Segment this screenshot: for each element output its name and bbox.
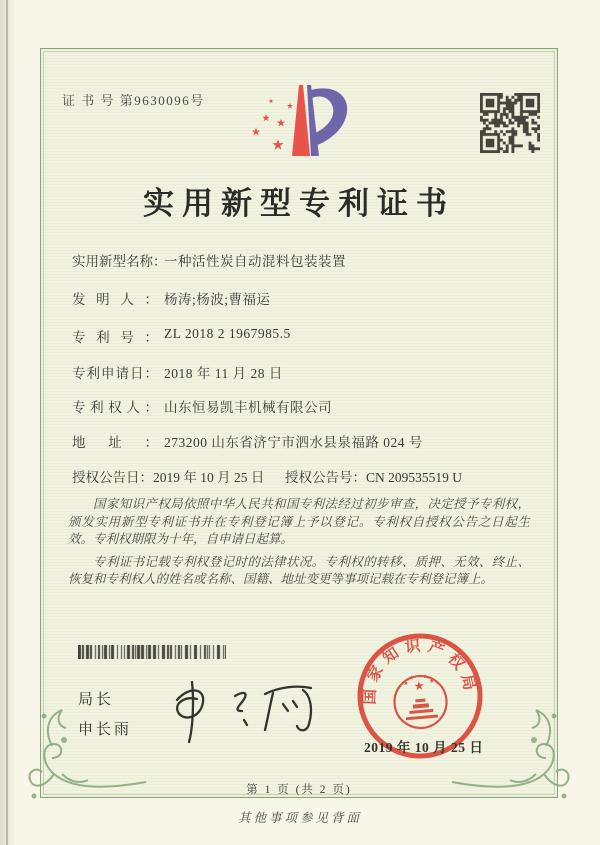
grant-date-value: 2019 年 10 月 25 日 <box>153 470 265 485</box>
filing-date-value: 2018 年 11 月 28 日 <box>164 366 283 381</box>
patentee-row <box>72 396 332 416</box>
address-value: 273200 山东省济宁市泗水县泉福路 024 号 <box>164 435 423 450</box>
logo-p-bowl <box>311 88 347 146</box>
patent-name-row <box>72 250 346 270</box>
seal-text: 国家知识产权局 <box>361 637 479 705</box>
patent-number-row <box>72 326 291 346</box>
grant-row <box>72 466 463 486</box>
seal-date: 2019 年 10 月 25 日 <box>364 740 484 755</box>
filing-date-label: 专利申请日： <box>72 366 158 381</box>
corner-flourish-left-icon <box>18 686 148 806</box>
logo-spire <box>292 85 310 156</box>
barcode <box>78 645 226 659</box>
inventor-label: 发明人： <box>72 292 158 307</box>
logo-stars-icon <box>252 98 293 149</box>
director-name: 申长雨 <box>78 721 133 738</box>
address-label: 地址： <box>72 435 158 450</box>
patent-number-value: ZL 2018 2 1967985.5 <box>164 326 291 341</box>
grant-number-label: 授权公告号： <box>285 470 366 485</box>
patentee-label: 专利权人： <box>72 400 158 415</box>
national-emblem-icon <box>392 672 448 730</box>
certificate-number: 证 书 号 第9630096号 <box>62 93 205 108</box>
inventor-row <box>72 288 271 308</box>
inventor-value: 杨涛;杨波;曹福运 <box>164 292 271 307</box>
patentee-value: 山东恒易凯丰机械有限公司 <box>164 400 332 415</box>
page-number: 第 1 页 (共 2 页) <box>246 784 352 796</box>
cnipa-logo-icon <box>243 80 358 168</box>
footer-note: 其他事项参见背面 <box>237 811 362 825</box>
filing-date-row <box>72 362 283 382</box>
grant-number-value: CN 209535519 U <box>366 470 463 485</box>
legal-paragraph-2: 专利证书记载专利权登记时的法律状况。专利权的转移、质押、无效、终止、恢复和专利权人的姓名或名称、国籍、地址变更等事项记载在专利登记簿上。 <box>68 554 530 586</box>
legal-paragraph-1: 国家知识产权局依照中华人民共和国专利法经过初步审查，决定授予专利权，颁发实用新型专利证书并在专利登记簿上予以登记。专利权自授权公告之日起生效。专利权期限为十年，自申请日起算。 <box>68 497 530 546</box>
patent-name-value: 一种活性炭自动混料包装装置 <box>164 254 346 269</box>
director-title: 局长 <box>78 691 115 708</box>
address-row <box>72 431 423 451</box>
patent-name-label: 实用新型名称： <box>72 254 167 269</box>
qr-code <box>480 93 540 153</box>
legal-text <box>68 496 530 594</box>
scan-edge-line <box>6 0 8 845</box>
certificate-title: 实用新型专利证书 <box>143 186 455 221</box>
grant-date-label: 授权公告日： <box>72 470 153 485</box>
patent-number-label: 专利号： <box>72 330 158 345</box>
director-signature <box>165 666 340 751</box>
